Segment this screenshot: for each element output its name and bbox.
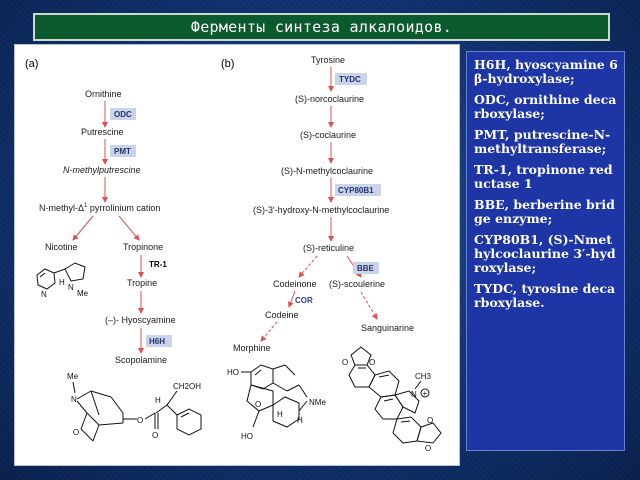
- enzyme-cor: COR: [295, 296, 313, 305]
- atom-ch3: CH3: [415, 372, 432, 381]
- atom-o-dioxole-3: O: [427, 416, 434, 425]
- compound-ornithine: Ornithine: [85, 89, 122, 99]
- compound-hydroxy-n-methylcoclaurine: (S)-3′-hydroxy-N-methylcoclaurine: [253, 205, 390, 215]
- legend-item-cyp80b1: CYP80B1, (S)-Nmethylcoclaurine 3′-hydroxylase;: [474, 232, 616, 275]
- atom-o-dioxole-1: O: [342, 358, 349, 367]
- legend-item-h6h: H6H, hyoscyamine 6β-hydroxylase;: [474, 57, 618, 86]
- compound-norcoclaurine: (S)-norcoclaurine: [295, 94, 365, 104]
- enzyme-pmt: PMT: [114, 147, 131, 156]
- arrow-codeine-morphine: [261, 322, 277, 341]
- enzyme-legend: [466, 51, 625, 451]
- atom-n-pyrrolidine: N: [68, 283, 74, 292]
- pyrrolinium-sup: 1: [84, 203, 88, 209]
- enzyme-cyp80b1: CYP80B1: [338, 186, 374, 195]
- compound-hyoscyamine: (–)- Hyoscyamine: [105, 315, 176, 325]
- sanguinarine-ring-b: [369, 371, 399, 397]
- dioxole-ring-top: [351, 347, 371, 365]
- atom-n-pyridine: N: [41, 290, 47, 299]
- scopolamine-structure: [67, 372, 201, 441]
- legend-item-tr1: TR-1, tropinone reductase 1: [474, 162, 613, 191]
- legend-item-bbe: BBE, berberine bridge enzyme;: [474, 197, 615, 226]
- legend-item-pmt: PMT, putrescine-N-methyltransferase;: [474, 127, 611, 156]
- compound-scopolamine: Scopolamine: [115, 355, 168, 365]
- atom-ch2oh: CH2OH: [173, 382, 202, 391]
- compound-morphine: Morphine: [233, 343, 271, 353]
- atom-o-dioxole-4: O: [425, 444, 432, 453]
- atom-ho-top: HO: [227, 368, 239, 377]
- atom-me-nicotine: Me: [77, 289, 89, 298]
- enzyme-odc: ODC: [114, 110, 132, 119]
- sanguinarine-structure: [342, 347, 441, 453]
- atom-o-ester: O: [137, 416, 144, 425]
- panel-a-label: (a): [25, 58, 39, 70]
- compound-scoulerine: (S)-scoulerine: [329, 279, 386, 289]
- arrow-pyrrolinium-tropinone: [119, 216, 139, 240]
- sanguinarine-ring-c: [375, 395, 403, 419]
- atom-o-epoxide: O: [73, 428, 80, 437]
- atom-me-scopolamine: Me: [67, 372, 79, 381]
- pyrrolinium-part2: pyrrolinium cation: [87, 203, 161, 213]
- compound-codeinone: Codeinone: [273, 279, 317, 289]
- morphine-structure: [227, 365, 326, 441]
- enzyme-tydc: TYDC: [339, 75, 361, 84]
- pyrrolinium-part1: N-methyl-Δ: [39, 203, 85, 213]
- arrow-scoulerine-sanguinarine: [361, 292, 377, 319]
- enzyme-h6h: H6H: [149, 337, 166, 346]
- compound-tropinone: Tropinone: [123, 242, 164, 252]
- slide-title: Ферменты синтеза алкалоидов.: [33, 13, 610, 41]
- compound-pyrrolinium: [39, 203, 160, 213]
- panel-b-label: (b): [221, 58, 235, 70]
- atom-h-scopolamine: H: [155, 396, 161, 405]
- compound-n-methylputrescine: N-methylputrescine: [63, 165, 141, 175]
- phenyl-ring: [177, 409, 201, 435]
- atom-o-dioxole-2: O: [369, 358, 376, 367]
- enzyme-bbe: BBE: [357, 264, 374, 273]
- compound-tropine: Tropine: [127, 278, 158, 288]
- compound-n-methylcoclaurine: (S)-N-methylcoclaurine: [281, 166, 374, 176]
- enzyme-tr1: TR-1: [149, 260, 167, 269]
- legend-item-odc: ODC, ornithine decarboxylase;: [474, 92, 617, 121]
- arrow-reticuline-codeinone: [299, 256, 317, 277]
- atom-n-scopolamine: N: [71, 395, 77, 404]
- nicotine-structure: [37, 263, 89, 299]
- compound-codeine: Codeine: [265, 310, 299, 320]
- compound-tyrosine: Tyrosine: [311, 55, 346, 65]
- atom-o-bridge: O: [255, 400, 262, 409]
- compound-coclaurine: (S)-coclaurine: [300, 130, 357, 140]
- atom-plus-charge: +: [422, 389, 428, 398]
- atom-n-sanguinarine: N: [411, 390, 417, 399]
- compound-putrescine: Putrescine: [81, 127, 124, 137]
- atom-h-morphine-2: H: [297, 416, 303, 425]
- legend-item-tydc: TYDC, tyrosine decarboxylase.: [474, 281, 616, 310]
- atom-o-carbonyl: O: [152, 431, 159, 440]
- pathway-figure: [14, 44, 460, 466]
- compound-nicotine: Nicotine: [45, 242, 78, 252]
- arrow-pyrrolinium-nicotine: [73, 216, 93, 240]
- compound-reticuline: (S)-reticuline: [303, 243, 355, 253]
- compound-sanguinarine: Sanguinarine: [361, 323, 415, 333]
- pyridine-ring: [37, 269, 55, 289]
- atom-ho-bottom: HO: [241, 432, 253, 441]
- pyrrolidine-ring: [65, 263, 85, 281]
- pathway-diagram: [15, 45, 459, 465]
- atom-h-nicotine: H: [59, 278, 65, 287]
- atom-h-morphine-1: H: [277, 410, 283, 419]
- atom-nme: NMe: [309, 398, 326, 407]
